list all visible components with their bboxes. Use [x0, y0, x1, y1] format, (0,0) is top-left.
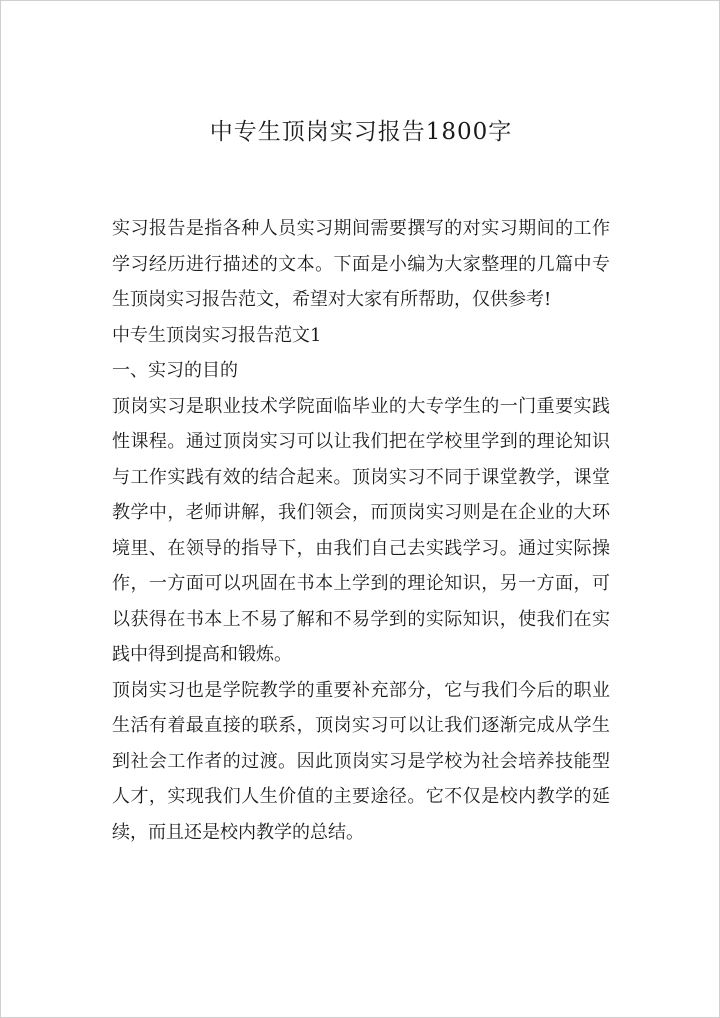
- section-title: 中专生顶岗实习报告范文1: [112, 324, 322, 346]
- document-title: 中专生顶岗实习报告1800字: [209, 119, 513, 145]
- body-paragraph-1: 顶岗实习是职业技术学院面临毕业的大专学生的一门重要实践性课程。通过顶岗实习可以让我们把在学校里学到的理论知识与工作实践有效的结合起来。顶岗实习不同于课堂教学，课堂教学中，老师讲解，我们领会，而顶岗实习则是在企业的大环境里、在领导的指导下，由我们自己去实践学习。通过实际操作，一方面可以巩固在书本上学到的理论知识，另一方面，可以获得在书本上不易了解和不易学到的实际知识，使我们在实践中得到提高和锻炼。: [112, 395, 610, 665]
- body-paragraph-2: 顶岗实习也是学院教学的重要补充部分，它与我们今后的职业生活有着最直接的联系，顶岗实习可以让我们逐渐完成从学生到社会工作者的过渡。因此顶岗实习是学校为社会培养技能型人才，实现我们人生价值的主要途径。它不仅是校内教学的延续，而且还是校内教学的总结。: [112, 679, 610, 843]
- document-body: [112, 211, 610, 850]
- intro-paragraph: 实习报告是指各种人员实习期间需要撰写的对实习期间的工作学习经历进行描述的文本。下面是小编为大家整理的几篇中专生顶岗实习报告范文，希望对大家有所帮助，仅供参考!: [112, 218, 610, 310]
- subsection-heading: 一、实习的目的: [112, 360, 238, 381]
